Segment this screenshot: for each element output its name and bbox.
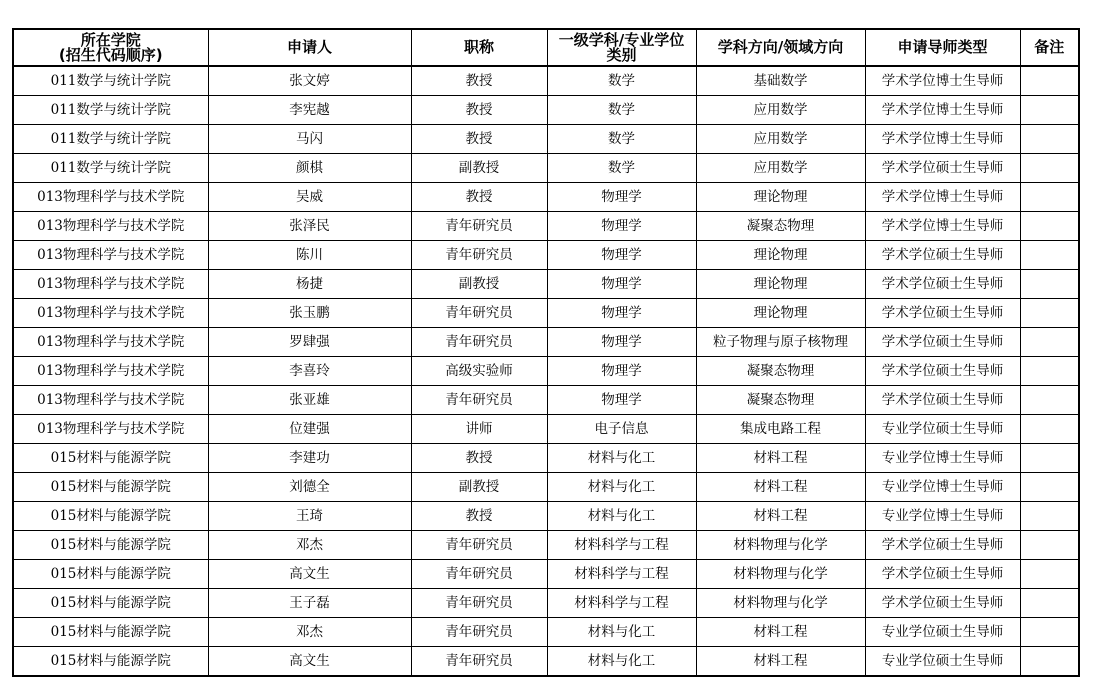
cell-title: 青年研究员 (411, 299, 547, 328)
cell-title: 副教授 (411, 270, 547, 299)
cell-remarks (1020, 328, 1079, 357)
cell-remarks (1020, 125, 1079, 154)
cell-applicant: 张泽民 (208, 212, 411, 241)
table-row (13, 241, 1079, 270)
header-college (13, 29, 208, 66)
cell-remarks (1020, 386, 1079, 415)
cell-title: 教授 (411, 444, 547, 473)
cell-supervisor-type: 专业学位硕士生导师 (865, 647, 1020, 677)
cell-title: 教授 (411, 66, 547, 96)
cell-title: 教授 (411, 502, 547, 531)
header-remarks (1020, 29, 1079, 66)
cell-discipline: 材料科学与工程 (547, 589, 696, 618)
cell-college: 015材料与能源学院 (13, 647, 208, 677)
cell-college: 015材料与能源学院 (13, 473, 208, 502)
cell-direction: 材料物理与化学 (696, 560, 865, 589)
cell-discipline: 物理学 (547, 212, 696, 241)
table-row (13, 125, 1079, 154)
cell-direction: 应用数学 (696, 125, 865, 154)
header-title (411, 29, 547, 66)
cell-discipline: 数学 (547, 125, 696, 154)
header-applicant (208, 29, 411, 66)
table-row (13, 328, 1079, 357)
cell-direction: 材料工程 (696, 647, 865, 677)
cell-direction: 应用数学 (696, 96, 865, 125)
header-title-label: 职称 (463, 38, 494, 56)
header-college-label: 所在学院 (80, 30, 141, 49)
cell-applicant: 高文生 (208, 560, 411, 589)
cell-discipline: 材料与化工 (547, 444, 696, 473)
cell-remarks (1020, 502, 1079, 531)
cell-direction: 理论物理 (696, 183, 865, 212)
cell-applicant: 邓杰 (208, 531, 411, 560)
cell-applicant: 王子磊 (208, 589, 411, 618)
cell-remarks (1020, 299, 1079, 328)
header-discipline-label: 一级学科/专业学位 (558, 30, 685, 49)
cell-applicant: 张亚雄 (208, 386, 411, 415)
table-body (13, 66, 1079, 676)
cell-applicant: 颜棋 (208, 154, 411, 183)
table-row (13, 212, 1079, 241)
cell-college: 011数学与统计学院 (13, 96, 208, 125)
header-applicant-label: 申请人 (286, 38, 332, 56)
cell-applicant: 吴威 (208, 183, 411, 212)
cell-direction: 集成电路工程 (696, 415, 865, 444)
cell-remarks (1020, 444, 1079, 473)
cell-title: 青年研究员 (411, 241, 547, 270)
cell-title: 青年研究员 (411, 212, 547, 241)
table-row (13, 647, 1079, 677)
header-discipline (547, 29, 696, 66)
applicant-table-sheet (12, 28, 1078, 677)
header-direction (696, 29, 865, 66)
cell-applicant: 邓杰 (208, 618, 411, 647)
cell-remarks (1020, 96, 1079, 125)
cell-supervisor-type: 学术学位硕士生导师 (865, 154, 1020, 183)
header-supervisor-type (865, 29, 1020, 66)
cell-title: 副教授 (411, 154, 547, 183)
cell-title: 青年研究员 (411, 560, 547, 589)
header-remarks-label: 备注 (1034, 38, 1065, 56)
cell-college: 013物理科学与技术学院 (13, 357, 208, 386)
table-row (13, 560, 1079, 589)
table-row (13, 183, 1079, 212)
cell-remarks (1020, 531, 1079, 560)
table-row (13, 299, 1079, 328)
cell-college: 015材料与能源学院 (13, 531, 208, 560)
cell-supervisor-type: 专业学位博士生导师 (865, 502, 1020, 531)
cell-title: 教授 (411, 125, 547, 154)
cell-supervisor-type: 专业学位硕士生导师 (865, 415, 1020, 444)
cell-college: 015材料与能源学院 (13, 444, 208, 473)
cell-title: 教授 (411, 183, 547, 212)
cell-title: 高级实验师 (411, 357, 547, 386)
table-row (13, 589, 1079, 618)
table-row (13, 415, 1079, 444)
cell-discipline: 数学 (547, 66, 696, 96)
cell-direction: 凝聚态物理 (696, 386, 865, 415)
cell-applicant: 刘德全 (208, 473, 411, 502)
cell-supervisor-type: 学术学位硕士生导师 (865, 270, 1020, 299)
cell-remarks (1020, 154, 1079, 183)
cell-remarks (1020, 212, 1079, 241)
cell-direction: 材料工程 (696, 444, 865, 473)
cell-direction: 理论物理 (696, 241, 865, 270)
cell-college: 015材料与能源学院 (13, 618, 208, 647)
cell-title: 副教授 (411, 473, 547, 502)
cell-direction: 凝聚态物理 (696, 357, 865, 386)
cell-supervisor-type: 专业学位硕士生导师 (865, 618, 1020, 647)
cell-title: 青年研究员 (411, 618, 547, 647)
cell-direction: 基础数学 (696, 66, 865, 96)
header-direction-label: 学科方向/领域方向 (717, 38, 844, 56)
cell-discipline: 材料与化工 (547, 502, 696, 531)
cell-college: 013物理科学与技术学院 (13, 328, 208, 357)
cell-college: 013物理科学与技术学院 (13, 386, 208, 415)
cell-college: 011数学与统计学院 (13, 66, 208, 96)
cell-applicant: 李喜玲 (208, 357, 411, 386)
table-row (13, 66, 1079, 96)
cell-discipline: 物理学 (547, 241, 696, 270)
table-row (13, 270, 1079, 299)
cell-direction: 材料工程 (696, 473, 865, 502)
cell-discipline: 材料与化工 (547, 618, 696, 647)
table-row (13, 618, 1079, 647)
cell-discipline: 物理学 (547, 386, 696, 415)
cell-discipline: 材料科学与工程 (547, 531, 696, 560)
cell-supervisor-type: 学术学位硕士生导师 (865, 531, 1020, 560)
header-discipline-sublabel: 类别 (606, 45, 637, 64)
cell-title: 青年研究员 (411, 328, 547, 357)
cell-direction: 应用数学 (696, 154, 865, 183)
cell-applicant: 高文生 (208, 647, 411, 677)
table-row (13, 386, 1079, 415)
cell-applicant: 张文婷 (208, 66, 411, 96)
cell-supervisor-type: 学术学位博士生导师 (865, 125, 1020, 154)
cell-remarks (1020, 415, 1079, 444)
cell-title: 教授 (411, 96, 547, 125)
cell-applicant: 王琦 (208, 502, 411, 531)
cell-supervisor-type: 学术学位博士生导师 (865, 96, 1020, 125)
cell-college: 013物理科学与技术学院 (13, 415, 208, 444)
cell-college: 015材料与能源学院 (13, 502, 208, 531)
header-supervisor-type-label: 申请导师类型 (897, 38, 988, 56)
cell-supervisor-type: 学术学位硕士生导师 (865, 386, 1020, 415)
cell-discipline: 数学 (547, 96, 696, 125)
cell-discipline: 物理学 (547, 357, 696, 386)
cell-remarks (1020, 66, 1079, 96)
cell-direction: 材料物理与化学 (696, 589, 865, 618)
cell-discipline: 数学 (547, 154, 696, 183)
cell-direction: 理论物理 (696, 270, 865, 299)
cell-applicant: 陈川 (208, 241, 411, 270)
cell-remarks (1020, 270, 1079, 299)
cell-applicant: 李宪越 (208, 96, 411, 125)
cell-applicant: 马闪 (208, 125, 411, 154)
cell-remarks (1020, 589, 1079, 618)
table-row (13, 502, 1079, 531)
table-row (13, 154, 1079, 183)
cell-supervisor-type: 学术学位博士生导师 (865, 66, 1020, 96)
cell-discipline: 物理学 (547, 183, 696, 212)
table-row (13, 357, 1079, 386)
header-college-sublabel: (招生代码顺序) (58, 45, 163, 64)
cell-direction: 材料工程 (696, 618, 865, 647)
cell-supervisor-type: 学术学位硕士生导师 (865, 357, 1020, 386)
cell-supervisor-type: 学术学位硕士生导师 (865, 241, 1020, 270)
cell-supervisor-type: 学术学位硕士生导师 (865, 328, 1020, 357)
cell-remarks (1020, 618, 1079, 647)
cell-title: 青年研究员 (411, 531, 547, 560)
cell-supervisor-type: 学术学位硕士生导师 (865, 560, 1020, 589)
cell-remarks (1020, 647, 1079, 677)
cell-college: 013物理科学与技术学院 (13, 183, 208, 212)
cell-applicant: 李建功 (208, 444, 411, 473)
cell-applicant: 位建强 (208, 415, 411, 444)
cell-college: 013物理科学与技术学院 (13, 212, 208, 241)
cell-title: 青年研究员 (411, 589, 547, 618)
cell-title: 青年研究员 (411, 386, 547, 415)
cell-discipline: 材料与化工 (547, 647, 696, 677)
table-row (13, 96, 1079, 125)
cell-discipline: 材料科学与工程 (547, 560, 696, 589)
cell-college: 011数学与统计学院 (13, 154, 208, 183)
cell-remarks (1020, 473, 1079, 502)
cell-college: 013物理科学与技术学院 (13, 299, 208, 328)
cell-direction: 材料工程 (696, 502, 865, 531)
cell-college: 015材料与能源学院 (13, 560, 208, 589)
cell-college: 013物理科学与技术学院 (13, 270, 208, 299)
table-row (13, 444, 1079, 473)
cell-direction: 粒子物理与原子核物理 (696, 328, 865, 357)
cell-direction: 理论物理 (696, 299, 865, 328)
cell-supervisor-type: 专业学位博士生导师 (865, 444, 1020, 473)
cell-title: 讲师 (411, 415, 547, 444)
cell-remarks (1020, 560, 1079, 589)
cell-supervisor-type: 学术学位博士生导师 (865, 183, 1020, 212)
applicant-table (12, 28, 1080, 677)
cell-discipline: 物理学 (547, 270, 696, 299)
cell-discipline: 物理学 (547, 299, 696, 328)
cell-applicant: 张玉鹏 (208, 299, 411, 328)
cell-college: 011数学与统计学院 (13, 125, 208, 154)
cell-supervisor-type: 专业学位博士生导师 (865, 473, 1020, 502)
cell-direction: 凝聚态物理 (696, 212, 865, 241)
cell-discipline: 电子信息 (547, 415, 696, 444)
cell-remarks (1020, 241, 1079, 270)
cell-direction: 材料物理与化学 (696, 531, 865, 560)
table-header-row (13, 29, 1079, 66)
cell-applicant: 杨捷 (208, 270, 411, 299)
cell-supervisor-type: 学术学位硕士生导师 (865, 299, 1020, 328)
cell-discipline: 物理学 (547, 328, 696, 357)
cell-remarks (1020, 357, 1079, 386)
cell-college: 015材料与能源学院 (13, 589, 208, 618)
cell-applicant: 罗肆强 (208, 328, 411, 357)
cell-supervisor-type: 学术学位硕士生导师 (865, 589, 1020, 618)
cell-remarks (1020, 183, 1079, 212)
table-row (13, 531, 1079, 560)
cell-supervisor-type: 学术学位博士生导师 (865, 212, 1020, 241)
cell-discipline: 材料与化工 (547, 473, 696, 502)
cell-college: 013物理科学与技术学院 (13, 241, 208, 270)
table-row (13, 473, 1079, 502)
cell-title: 青年研究员 (411, 647, 547, 677)
